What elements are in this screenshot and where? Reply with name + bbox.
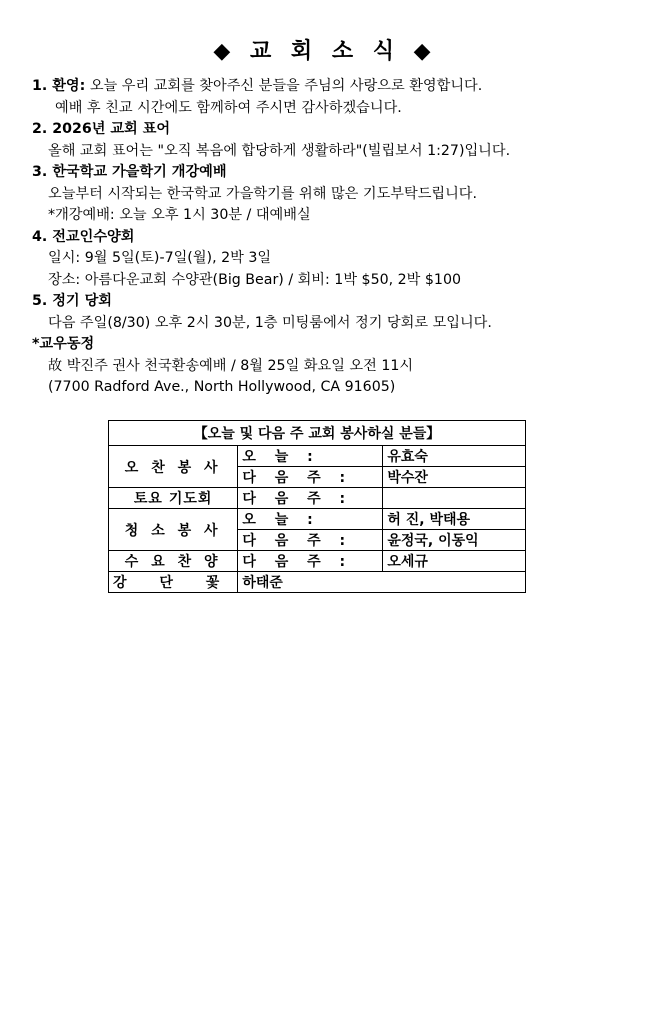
day-cell: 다 음 주 : xyxy=(238,530,383,551)
item-number: 2. xyxy=(32,121,48,137)
announcement-3-line: *개강예배: 오늘 오후 1시 30분 / 대예배실 xyxy=(48,207,311,223)
announcement-5-heading xyxy=(32,291,632,313)
name-cell: 박수잔 xyxy=(383,467,526,488)
name-cell: 하태준 xyxy=(238,572,526,593)
item-number: * xyxy=(32,336,40,352)
announcement-6-line: 故 박진주 권사 천국환송예배 / 8월 25일 화요일 오전 11시 xyxy=(48,357,414,374)
name-cell: 오세규 xyxy=(383,551,526,572)
role-cell: 수 요 찬 양 xyxy=(109,551,238,572)
announcement-6-heading xyxy=(32,334,632,356)
announcement-5-line: 다음 주일(8/30) 오후 2시 30분, 1층 미팅룸에서 정기 당회로 모입니다. xyxy=(48,314,492,331)
item-number: 4. xyxy=(32,228,48,245)
announcement-6-line: (7700 Radford Ave., North Hollywood, CA 91605) xyxy=(48,379,396,395)
announcement-2-line: 올해 교회 표어는 "오직 복음에 합당하게 생활하라"(빌립보서 1:27)입니다. xyxy=(48,142,511,159)
item-heading: 교우동정 xyxy=(39,336,95,352)
table-row xyxy=(109,509,526,530)
role-cell: 청 소 봉 사 xyxy=(109,509,238,551)
announcement-3-line: 오늘부터 시작되는 한국학교 가을학기를 위해 많은 기도부탁드립니다. xyxy=(48,185,478,202)
role-cell: 강 단 꽃 xyxy=(109,572,238,593)
table-row xyxy=(109,551,526,572)
table-row xyxy=(109,488,526,509)
item-heading: 한국학교 가을학기 개강예배 xyxy=(52,164,227,180)
name-cell: 허 진, 박태용 xyxy=(383,509,526,530)
table-row xyxy=(109,446,526,467)
day-cell: 다 음 주 : xyxy=(238,488,383,509)
announcement-4-line: 일시: 9월 5일(토)-7일(월), 2박 3일 xyxy=(48,250,272,266)
item-heading: 전교인수양회 xyxy=(52,228,135,245)
announcement-4-heading xyxy=(32,227,632,249)
service-table xyxy=(108,420,526,593)
day-cell: 다 음 주 : xyxy=(238,467,383,488)
page-title: ◆ 교 회 소 식 ◆ xyxy=(213,39,437,64)
role-cell: 오 찬 봉 사 xyxy=(109,446,238,488)
day-cell: 오 늘 : xyxy=(238,509,383,530)
item-number: 5. xyxy=(32,293,48,309)
name-cell xyxy=(383,488,526,509)
item-heading: 정기 당회 xyxy=(52,293,112,309)
item-text: 오늘 우리 교회를 찾아주신 분들을 주님의 사랑으로 환영합니다. xyxy=(85,78,483,94)
announcement-1-line: 예배 후 친교 시간에도 함께하여 주시면 감사하겠습니다. xyxy=(55,99,402,116)
table-caption: 【오늘 및 다음 주 교회 봉사하실 분들】 xyxy=(109,421,526,446)
item-number: 3. xyxy=(32,164,48,180)
item-heading: 2026년 교회 표어 xyxy=(52,121,171,137)
item-number: 1. xyxy=(32,78,48,94)
day-cell: 오 늘 : xyxy=(238,446,383,467)
announcement-2-heading xyxy=(32,119,632,141)
day-cell: 다 음 주 : xyxy=(238,551,383,572)
announcement-1-heading xyxy=(32,76,632,98)
name-cell: 유효숙 xyxy=(383,446,526,467)
announcement-4-line: 장소: 아름다운교회 수양관(Big Bear) / 회비: 1박 $50, 2박 $100 xyxy=(48,271,461,288)
announcement-3-heading xyxy=(32,162,632,184)
announcements xyxy=(32,76,632,399)
name-cell: 윤정국, 이동익 xyxy=(383,530,526,551)
table-row xyxy=(109,572,526,593)
item-heading: 환영: xyxy=(52,78,86,94)
table-row xyxy=(109,421,526,446)
role-cell: 토요 기도회 xyxy=(109,488,238,509)
